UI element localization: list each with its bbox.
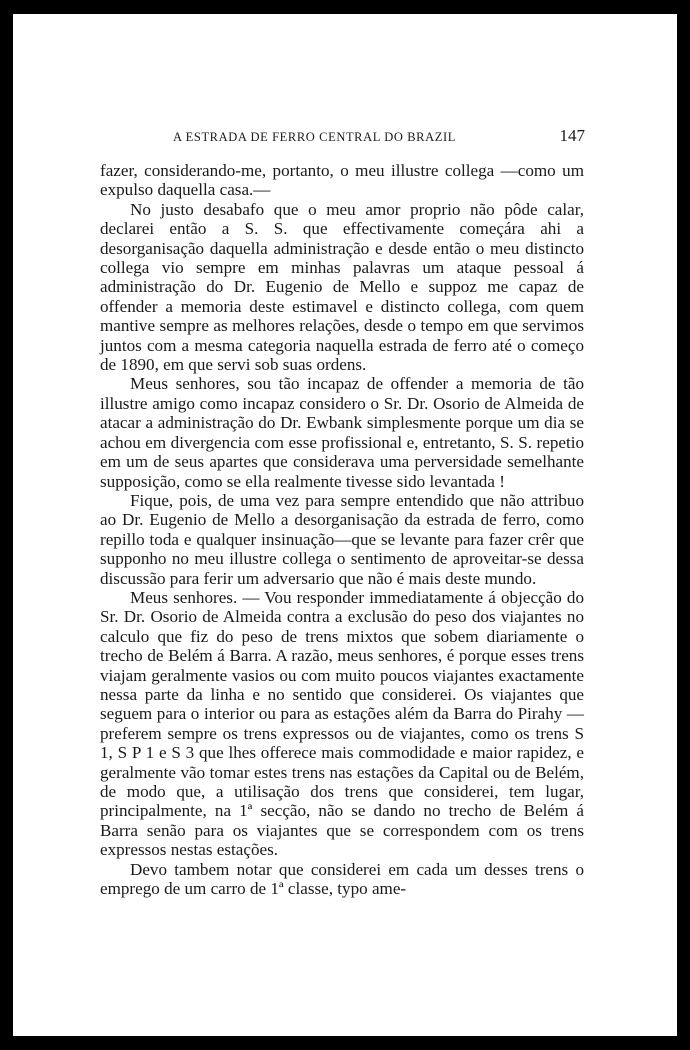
header-title: A ESTRADA DE FERRO CENTRAL DO BRAZIL [173,130,456,144]
body-text [100,161,584,898]
paragraph-4: Fique, pois, de uma vez para sempre entendido que não attribuo ao Dr. Eugenio de Mello a desorganisação da estrada de ferro, como repillo toda e qualquer insinuação—que se levante para fazer crêr que supponho no meu illustre collega o sentimento de aproveitar-se dessa discussão para ferir um adversario que não é mais deste mundo. [100,490,584,588]
book-page [13,14,677,1036]
page-number: 147 [559,126,585,145]
running-header [173,126,585,146]
paragraph-2: No justo desabafo que o meu amor proprio não pôde calar, declarei então a S. S. que effectivamente começára ahi a desorganisação daquella administração e desde então o meu distincto collega vio sempre em minhas palavras um ataque pessoal á administração do Dr. Eugenio de Mello e suppoz me capaz de offender a memoria deste estimavel e distincto collega, com quem mantive sempre as melhores relações, desde o tempo em que servimos juntos com a mesma categoria naquella estrada de ferro até o começo de 1890, em que servi sob suas ordens. [100,199,584,375]
paragraph-1: fazer, considerando-me, portanto, o meu illustre collega —como um expulso daquella casa.— [100,161,584,200]
paragraph-5: Meus senhores. — Vou responder immediatamente á objecção do Sr. Dr. Osorio de Almeida contra a exclusão do peso dos viajantes no calculo que fiz do peso de trens mixtos que sobem diariamente o trecho de Belém á Barra. A razão, meus senhores, é porque esses trens viajam geralmente vasios ou com muito poucos viajantes exactamente nessa parte da linha e no sentido que considerei. Os viajantes que seguem para o interior ou para as estações além da Barra do Pirahy — preferem sempre os trens expressos ou de viajantes, como os trens S 1, S P 1 e S 3 que lhes offerece mais commodidade e maior rapidez, e geralmente vão tomar estes trens nas estações da Capital ou de Belém, de modo que, a utilisação dos trens que considerei, tem lugar, principalmente, na 1ª secção, não se dando no trecho de Belém á Barra senão para os viajantes que se correspondem com os trens expressos nestas estações. [100,587,584,860]
paragraph-6: Devo tambem notar que considerei em cada um desses trens o emprego de um carro de 1ª classe, typo ame- [100,859,584,899]
paragraph-3: Meus senhores, sou tão incapaz de offender a memoria de tão illustre amigo como incapaz considero o Sr. Dr. Osorio de Almeida de atacar a administração do Dr. Ewbank simplesmente porque um dia se achou em divergencia com esse profissional e, entretanto, S. S. repetio em um de seus apartes que considerava uma perversidade semelhante supposição, como se ella realmente tivesse sido levantada ! [100,374,584,491]
